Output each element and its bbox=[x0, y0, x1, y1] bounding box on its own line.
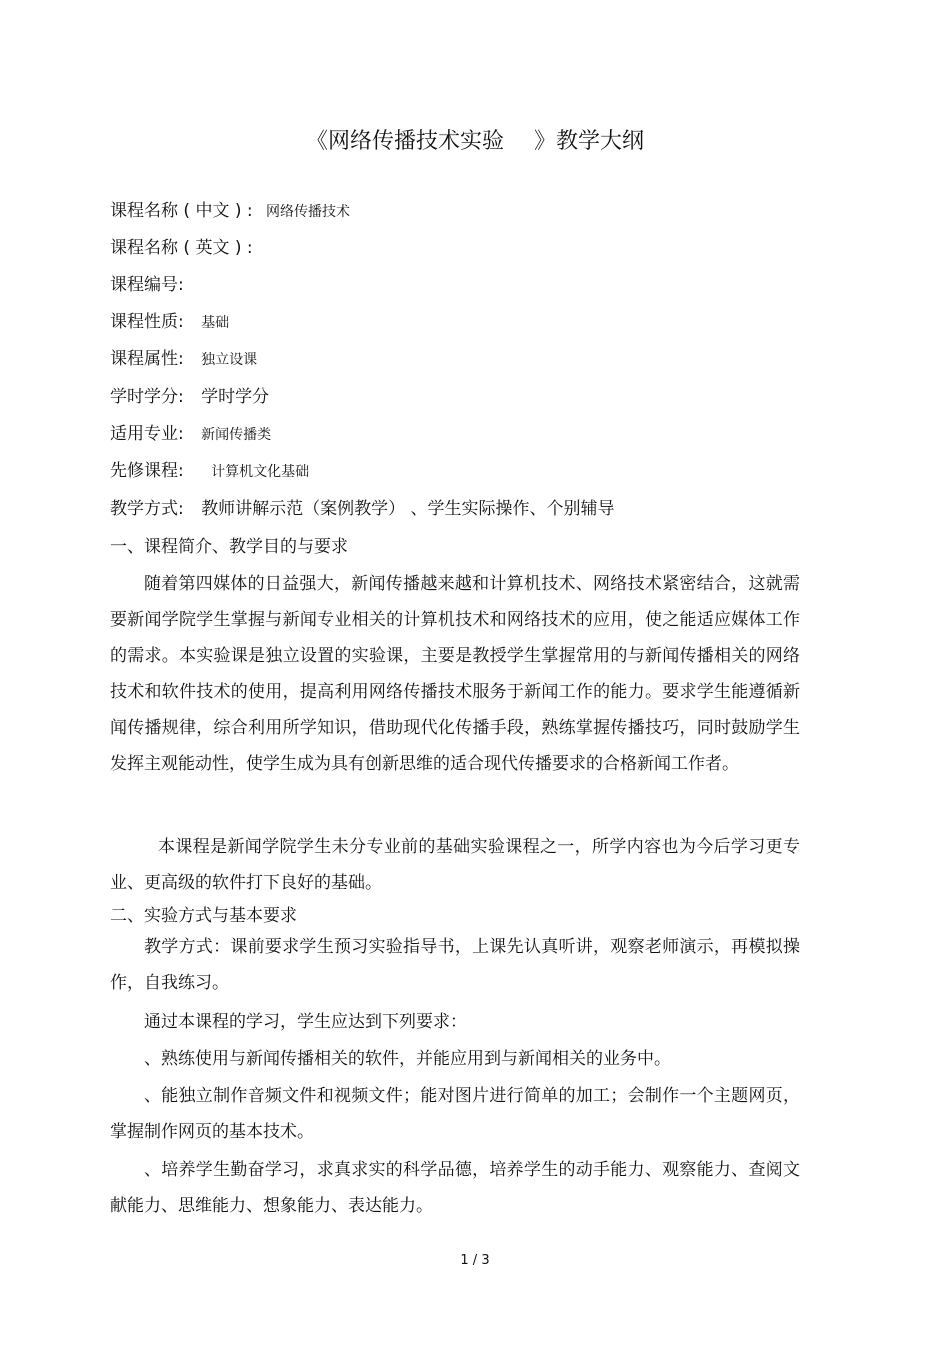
field-attribute bbox=[110, 347, 257, 372]
field-value: 计算机文化基础 bbox=[211, 464, 310, 480]
requirement-item-2: 、能独立制作音频文件和视频文件；能对图片进行简单的加工；会制作一个主题网页，掌握制作网页的基本技术。 bbox=[110, 1086, 800, 1142]
section-1-paragraph-2: 本课程是新闻学院学生未分专业前的基础实验课程之一，所学内容也为今后学习更专业、更高级的软件打下良好的基础。 bbox=[110, 837, 800, 893]
title-part-1: 《网络传播技术实验 bbox=[305, 129, 504, 154]
field-value: 学时学分 bbox=[201, 387, 270, 407]
title-part-2: 》教学大纲 bbox=[534, 129, 645, 154]
field-value: 基础 bbox=[201, 315, 230, 331]
field-label: 课程属性: bbox=[110, 349, 184, 369]
field-en-name bbox=[110, 236, 253, 260]
field-label: 课程名称 ( 中文 ) : bbox=[110, 201, 253, 221]
section-1-heading: 一、课程简介、教学目的与要求 bbox=[110, 537, 348, 557]
section-2-paragraph-2: 通过本课程的学习，学生应达到下列要求： bbox=[144, 1012, 467, 1032]
field-label: 课程编号: bbox=[110, 275, 184, 295]
field-label: 适用专业: bbox=[110, 424, 184, 444]
field-value: 新闻传播类 bbox=[201, 427, 272, 443]
field-prereq bbox=[110, 459, 309, 484]
field-nature bbox=[110, 310, 229, 335]
document-title bbox=[0, 126, 950, 158]
field-label: 学时学分: bbox=[110, 387, 184, 407]
field-value: 网络传播技术 bbox=[266, 204, 351, 220]
field-label: 先修课程: bbox=[110, 461, 184, 481]
page-number: 1 / 3 bbox=[460, 1253, 490, 1268]
field-value: 独立设课 bbox=[201, 352, 258, 368]
field-method bbox=[110, 497, 615, 521]
field-label: 教学方式: bbox=[110, 499, 184, 519]
field-value: 教师讲解示范（案例教学） 、学生实际操作、个别辅导 bbox=[201, 499, 615, 519]
field-cn-name bbox=[110, 199, 350, 224]
section-1-paragraph-1: 随着第四媒体的日益强大，新闻传播越来越和计算机技术、网络技术紧密结合，这就需要新闻学院学生掌握与新闻专业相关的计算机技术和网络技术的应用，使之能适应媒体工作的需求。本实验课是独立设置的实验课，主要是教授学生掌握常用的与新闻传播相关的网络技术和软件技术的使用，提高利用网络传播技术服务于新闻工作的能力。要求学生能遵循新闻传播规律，综合利用所学知识，借助现代化传播手段，熟练掌握传播技巧，同时鼓励学生发挥主观能动性，使学生成为具有创新思维的适合现代传播要求的合格新闻工作者。 bbox=[110, 574, 800, 774]
field-label: 课程性质: bbox=[110, 312, 184, 332]
field-major bbox=[110, 422, 271, 447]
section-2-heading: 二、实验方式与基本要求 bbox=[110, 906, 297, 926]
field-code bbox=[110, 273, 184, 297]
requirement-item-3: 、培养学生勤奋学习，求真求实的科学品德，培养学生的动手能力、观察能力、查阅文献能力、思维能力、想象能力、表达能力。 bbox=[110, 1160, 800, 1216]
section-2-paragraph-1: 教学方式：课前要求学生预习实验指导书，上课先认真听讲，观察老师演示，再模拟操作，自我练习。 bbox=[110, 937, 800, 993]
field-credits bbox=[110, 385, 269, 409]
field-label: 课程名称 ( 英文 ) : bbox=[110, 238, 253, 258]
requirement-item-1: 、熟练使用与新闻传播相关的软件，并能应用到与新闻相关的业务中。 bbox=[144, 1049, 671, 1069]
